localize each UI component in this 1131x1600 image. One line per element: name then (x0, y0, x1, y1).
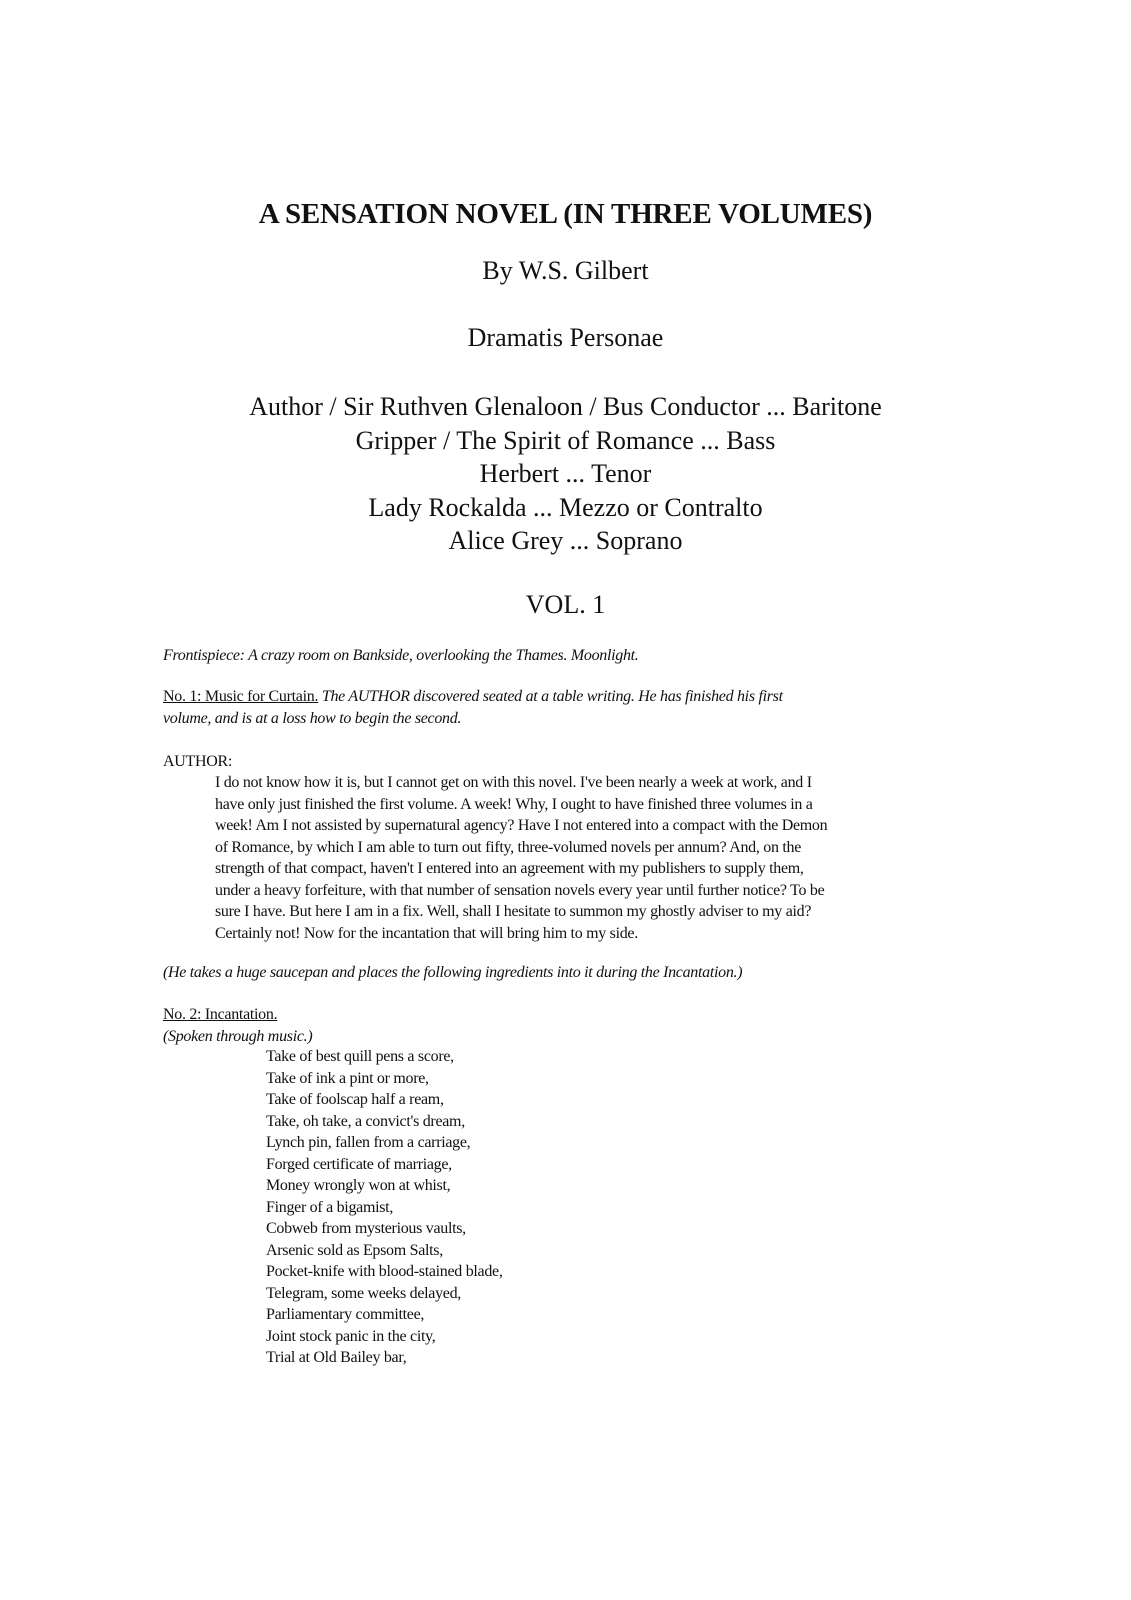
verse-line: Trial at Old Bailey bar, (266, 1349, 407, 1366)
cast-list (0, 390, 1131, 558)
cast-item: Herbert ... Tenor (479, 459, 652, 488)
cast-item: Alice Grey ... Soprano (448, 526, 683, 555)
number-2-heading: No. 2: Incantation. (163, 1006, 278, 1023)
cast-item: Gripper / The Spirit of Romance ... Bass (355, 425, 776, 455)
speech-line: I do not know how it is, but I cannot get on with this novel. I've been nearly a week at work, and I (215, 774, 812, 791)
cast-item: Author / Sir Ruthven Glenaloon / Bus Conductor ... Baritone (249, 392, 882, 421)
speech-line: Certainly not! Now for the incantation that will bring him to my side. (215, 924, 638, 942)
speech-line: strength of that compact, haven't I entered into an agreement with my publishers to supply them, (215, 860, 804, 877)
speech-line: of Romance, by which I am able to turn out fifty, three-volumed novels per annum? And, on the (215, 838, 802, 856)
music-note: (Spoken through music.) (163, 1027, 313, 1045)
verse-line: Take of ink a pint or more, (266, 1069, 429, 1087)
verse-line: Joint stock panic in the city, (266, 1327, 436, 1345)
document-title: A SENSATION NOVEL (IN THREE VOLUMES) (258, 198, 873, 230)
cast-item: Lady Rockalda ... Mezzo or Contralto (368, 492, 763, 522)
verse-line: Lynch pin, fallen from a carriage, (266, 1134, 471, 1151)
number-2-section (163, 1004, 312, 1047)
speech-line: have only just finished the first volume. A week! Why, I ought to have finished three volumes in a (215, 795, 813, 813)
number-1-heading: No. 1: Music for Curtain. (163, 688, 319, 705)
author-byline: By W.S. Gilbert (482, 256, 649, 285)
stage-direction: The AUTHOR discovered seated at a table writing. He has finished his first (321, 688, 783, 705)
volume-heading: VOL. 1 (525, 590, 606, 619)
verse-line: Arsenic sold as Epsom Salts, (266, 1241, 443, 1259)
verse-line: Telegram, some weeks delayed, (266, 1284, 461, 1302)
verse-line: Take, oh take, a convict's dream, (266, 1112, 465, 1130)
verse-line: Take of foolscap half a ream, (266, 1091, 444, 1108)
speech-line: sure I have. But here I am in a fix. Well, shall I hesitate to summon my ghostly adviser to my aid? (215, 903, 812, 920)
verse-line: Cobweb from mysterious vaults, (266, 1220, 466, 1237)
stage-direction: volume, and is at a loss how to begin the second. (163, 709, 462, 727)
verse-line: Forged certificate of marriage, (266, 1155, 452, 1173)
speech-line: week! Am I not assisted by supernatural agency? Have I not entered into a compact with the Demon (215, 817, 828, 834)
author-speech (215, 772, 827, 944)
verse-line: Money wrongly won at whist, (266, 1177, 451, 1194)
verse-line: Finger of a bigamist, (266, 1198, 394, 1216)
speaker-name: AUTHOR: (163, 753, 233, 770)
stage-direction: (He takes a huge saucepan and places the following ingredients into it during the Incantation.) (163, 964, 743, 981)
number-1-section (163, 686, 783, 729)
verse-line: Take of best quill pens a score, (266, 1048, 454, 1065)
verse-line: Parliamentary committee, (266, 1306, 425, 1323)
verse-line: Pocket-knife with blood-stained blade, (266, 1263, 503, 1280)
frontispiece-text: Frontispiece: A crazy room on Bankside, overlooking the Thames. Moonlight. (163, 647, 639, 664)
speech-line: under a heavy forfeiture, with that number of sensation novels every year until further notice? To be (215, 881, 825, 899)
dramatis-personae-heading: Dramatis Personae (467, 323, 664, 352)
incantation-verse (266, 1046, 503, 1369)
